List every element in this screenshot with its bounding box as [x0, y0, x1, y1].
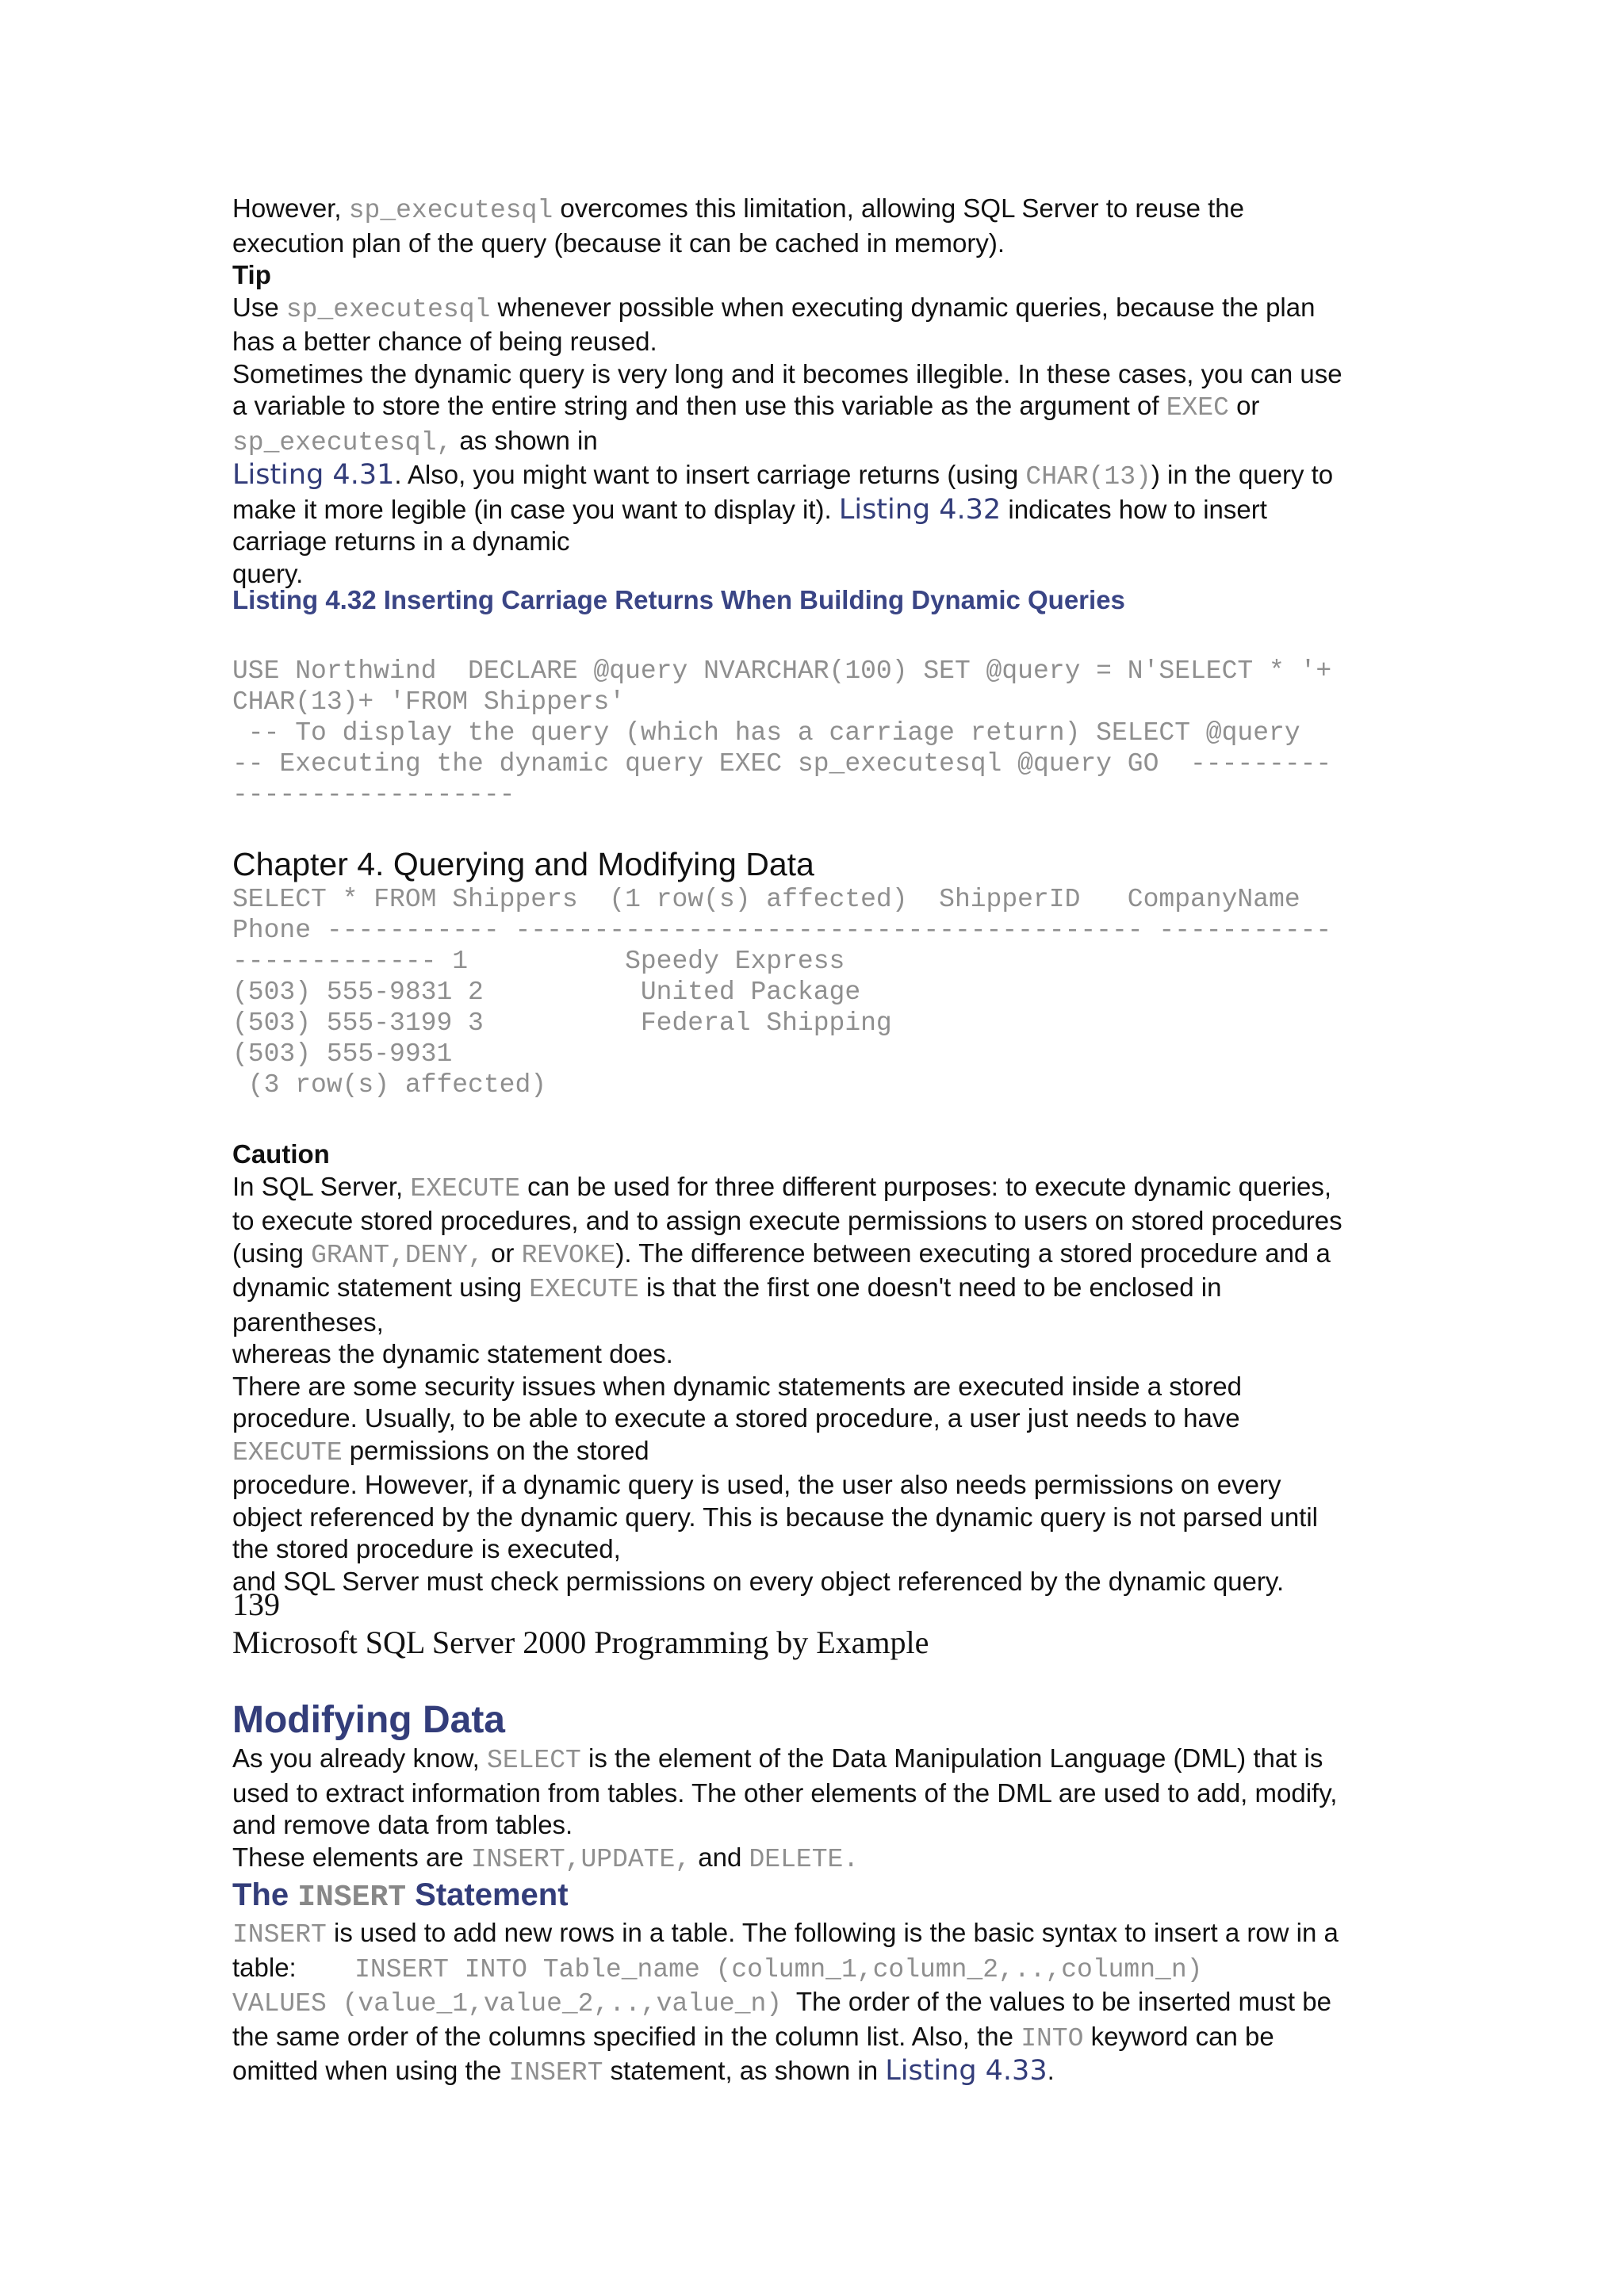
section-heading: Modifying Data — [232, 1699, 505, 1741]
inline-code: EXECUTE — [232, 1437, 343, 1468]
listing-4-33-link[interactable]: Listing 4.33 — [885, 2055, 1048, 2087]
text: indicates how to insert carriage returns in a dynamic query. — [232, 494, 1267, 588]
inline-code: INSERT — [508, 2058, 603, 2087]
listing-section — [232, 584, 1398, 616]
inline-code: INSERT — [297, 1881, 407, 1915]
text: In SQL Server, — [232, 1171, 411, 1201]
tip-label: Tip — [232, 260, 271, 289]
text: . Also, you might want to insert carriage returns (using — [394, 460, 1026, 489]
inline-code: sp_executesql — [348, 196, 553, 225]
listing-code-section — [232, 656, 1398, 810]
paragraph-long-query — [232, 358, 1398, 460]
text: There are some security issues when dynamic statements are executed inside a stored procedure. Usually, to be able to execute a stored procedure, a user just needs to have — [232, 1371, 1242, 1433]
text: However, — [232, 193, 349, 223]
text: is the element of the Data Manipulation Language (DML) that is used to extract information from tables. The other elements of the DML are used to add, modify, and remove data from tables. These elements are — [232, 1743, 1338, 1872]
chapter-header-section — [232, 845, 1398, 883]
text: or — [483, 1238, 522, 1268]
text: statement, as shown in — [603, 2056, 886, 2085]
inline-code: EXEC — [1166, 393, 1229, 423]
paragraph-carriage-returns — [232, 459, 1398, 590]
text: Sometimes the dynamic query is very long and it becomes illegible. In these cases, you can use a variable to store the entire string and then use this variable as the argument of — [232, 358, 1342, 420]
text: is that the first one doesn't need to be enclosed in parentheses, whereas the dynamic statement does. — [232, 1272, 1222, 1368]
text: As you already know, — [232, 1743, 488, 1773]
caution-paragraph-security — [232, 1371, 1398, 1598]
query-output: SELECT * FROM Shippers (1 row(s) affected) ShipperID CompanyName Phone ----------- ---------------------------------------- ----------- ------------- 1 Speedy Express (503) 555-9831 2 United Package (503) 555-3199 3 Federal Shipping (503) 555-9931 (3 row(s) affected) — [232, 885, 1332, 1100]
text: ) in the query to make it more legible (in case you want to display it). — [232, 460, 1334, 524]
subsection-heading — [232, 1876, 1398, 1917]
inline-code: INSERT — [232, 1920, 327, 1950]
text: . — [1047, 2056, 1055, 2085]
text: or — [1236, 391, 1260, 420]
text: as shown in — [452, 425, 598, 455]
text: and — [691, 1842, 749, 1872]
inline-code: EXECUTE — [529, 1275, 639, 1304]
text: ). The difference between executing a stored procedure and a dynamic statement using — [232, 1238, 1331, 1302]
inline-code: INSERT,UPDATE, — [470, 1844, 691, 1874]
text: overcomes this limitation, allowing SQL Server to reuse the execution plan of the query (because it can be cached in memory). — [232, 193, 1245, 258]
chapter-header: Chapter 4. Querying and Modifying Data — [232, 846, 814, 882]
intro-section — [232, 193, 1398, 590]
page-footer — [232, 1586, 1398, 1662]
inline-code: EXECUTE — [410, 1173, 521, 1203]
text: is used to add new rows in a table. The following is the basic syntax to insert a row in a table: — [232, 1918, 1339, 1982]
text: can be used for three different purposes: to execute dynamic queries, to execute stored procedures, and to assign execute permissions to users on stored procedures (using — [232, 1171, 1342, 1268]
tip-text — [232, 292, 1398, 358]
inline-code: REVOKE — [521, 1240, 616, 1270]
listing-4-32-link[interactable]: Listing 4.32 — [838, 493, 1002, 526]
page-number: 139 — [232, 1586, 280, 1622]
caution-paragraph-execute — [232, 1171, 1398, 1371]
paragraph-reuse-plan — [232, 193, 1398, 259]
text: whenever possible when executing dynamic queries, because the plan has a better chance of being reused. — [232, 292, 1316, 356]
inline-code: sp_executesql, — [232, 427, 453, 457]
inline-code: DELETE. — [749, 1844, 860, 1874]
listing-4-31-link[interactable]: Listing 4.31 — [232, 459, 395, 491]
book-title: Microsoft SQL Server 2000 Programming by Example — [232, 1624, 929, 1660]
listing-code: USE Northwind DECLARE @query NVARCHAR(100) SET @query = N'SELECT * '+ CHAR(13)+ 'FROM Shippers' -- To display the query (which has a carriage return) SELECT @query -- Executing the dynamic query EXEC sp_executesql @query GO --------- ------------------ — [232, 656, 1332, 809]
text: The order of the values to be inserted must be the same order of the columns specified in the column list. Also, the — [232, 1987, 1331, 2051]
inline-code: sp_executesql — [285, 294, 491, 324]
inline-code: INSERT INTO Table_name (column_1,column_2,..,column_n) VALUES (value_1,value_2,..,value_n) — [232, 1954, 1203, 2019]
modifying-data-section — [232, 1698, 1398, 2090]
text: permissions on the stored procedure. However, if a dynamic query is used, the user also needs permissions on every object referenced by the dynamic query. This is because the dynamic query is not parsed until the stored procedure is executed, and SQL Server must check permissions on every object referenced by the dynamic query. — [232, 1435, 1319, 1596]
inline-code: SELECT — [487, 1746, 581, 1775]
inline-code: CHAR(13) — [1025, 462, 1151, 492]
caution-section — [232, 1138, 1398, 1598]
text: The — [232, 1877, 298, 1912]
inline-code: INTO — [1021, 2023, 1084, 2053]
inline-code: GRANT,DENY, — [311, 1240, 484, 1270]
paragraph-dml — [232, 1743, 1398, 1876]
text: Statement — [406, 1877, 569, 1912]
listing-title: Listing 4.32 Inserting Carriage Returns When Building Dynamic Queries — [232, 585, 1125, 614]
caution-label: Caution — [232, 1139, 330, 1169]
text: Use — [232, 292, 286, 322]
text: keyword can be omitted when using the — [232, 2021, 1274, 2085]
paragraph-insert-syntax — [232, 1917, 1398, 2090]
output-section — [232, 884, 1398, 1100]
